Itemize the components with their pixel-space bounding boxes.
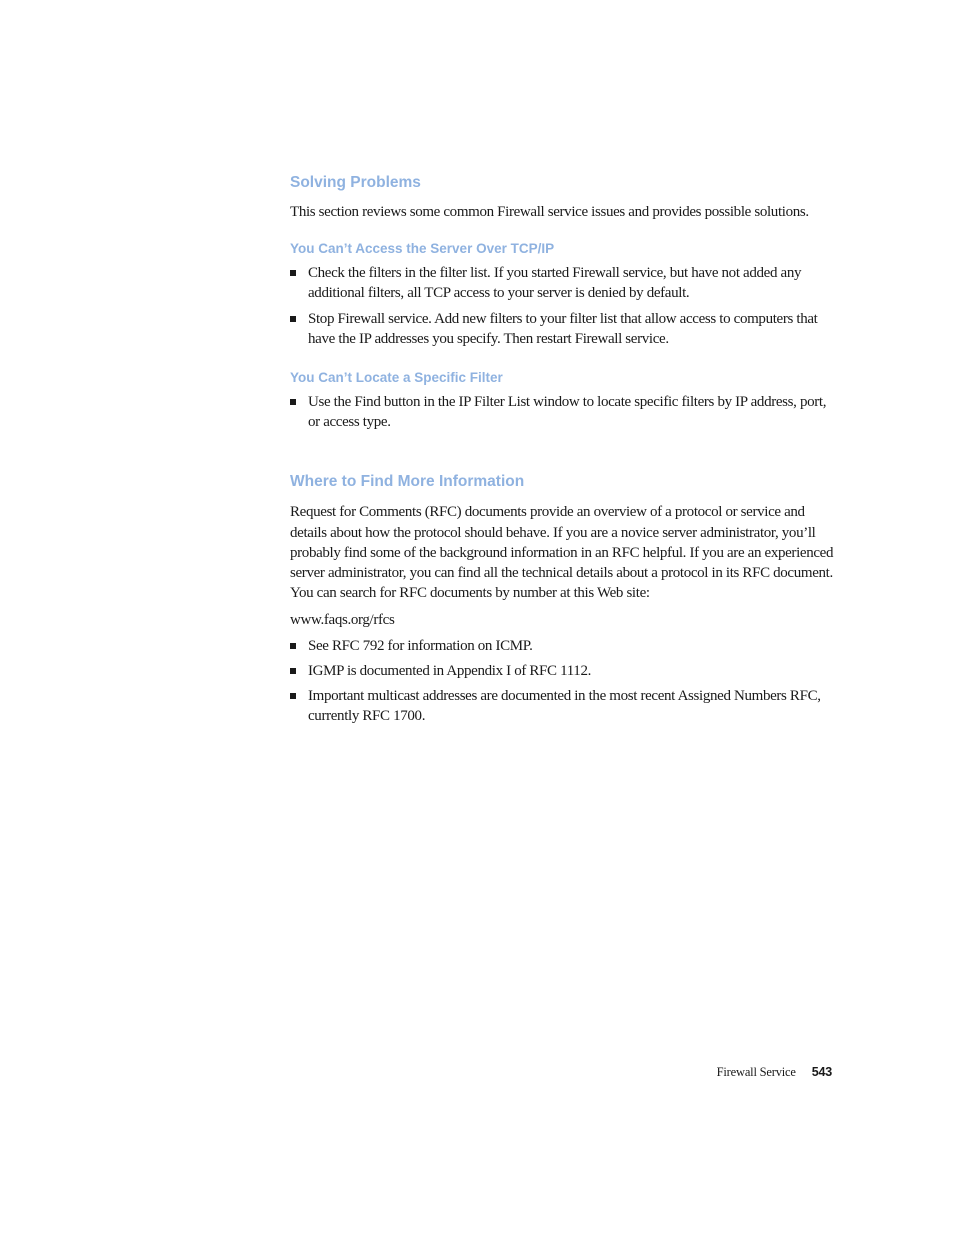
square-bullet-icon — [290, 270, 296, 276]
list-item — [290, 392, 835, 432]
footer-chapter-title: Firewall Service — [716, 1065, 796, 1079]
list-item-text: IGMP is documented in Appendix I of RFC 1112. — [308, 662, 591, 679]
list-item — [290, 661, 835, 681]
list-item — [290, 263, 835, 303]
page-footer — [717, 1063, 832, 1081]
list-item — [290, 636, 835, 656]
page-content — [290, 172, 835, 726]
section-intro-more-information: Request for Comments (RFC) documents provide an overview of a protocol or service and details about how the protocol should behave. If you are a novice server administrator, you’ll probably find some of the background information in an RFC helpful. If you are an experienced server administrator, you can find all the technical details about a protocol in its RFC document. You can search for RFC documents by number at this Web site: — [290, 504, 834, 602]
list-item-text: Check the filters in the filter list. If you started Firewall service, but have not added any additional filters, all TCP access to your server is denied by default. — [308, 265, 802, 302]
tcp-access-list — [290, 263, 835, 349]
subsection-title-tcp-access: You Can’t Access the Server Over TCP/IP — [290, 241, 555, 257]
section-title-more-information: Where to Find More Information — [290, 473, 525, 491]
section-title-solving-problems: Solving Problems — [290, 174, 421, 191]
section-intro-solving-problems: This section reviews some common Firewall service issues and provides possible solutions. — [290, 204, 809, 220]
list-item-text: Stop Firewall service. Add new filters to your filter list that allow access to computers that have the IP addresses you specify. Then restart Firewall service. — [308, 310, 818, 347]
square-bullet-icon — [290, 399, 296, 405]
rfc-reference-list — [290, 636, 835, 727]
subsection-title-locate-filter: You Can’t Locate a Specific Filter — [290, 370, 503, 386]
square-bullet-icon — [290, 316, 296, 322]
square-bullet-icon — [290, 693, 296, 699]
page-number: 543 — [811, 1065, 832, 1079]
square-bullet-icon — [290, 668, 296, 674]
square-bullet-icon — [290, 643, 296, 649]
list-item-text: See RFC 792 for information on ICMP. — [308, 637, 533, 654]
locate-filter-list — [290, 392, 835, 432]
list-item — [290, 686, 835, 726]
list-item-text: Use the Find button in the IP Filter List window to locate specific filters by IP address, port, or access type. — [308, 394, 827, 431]
list-item — [290, 309, 835, 349]
rfc-website-url: www.faqs.org/rfcs — [290, 612, 395, 629]
list-item-text: Important multicast addresses are documented in the most recent Assigned Numbers RFC, currently RFC 1700. — [308, 688, 821, 725]
